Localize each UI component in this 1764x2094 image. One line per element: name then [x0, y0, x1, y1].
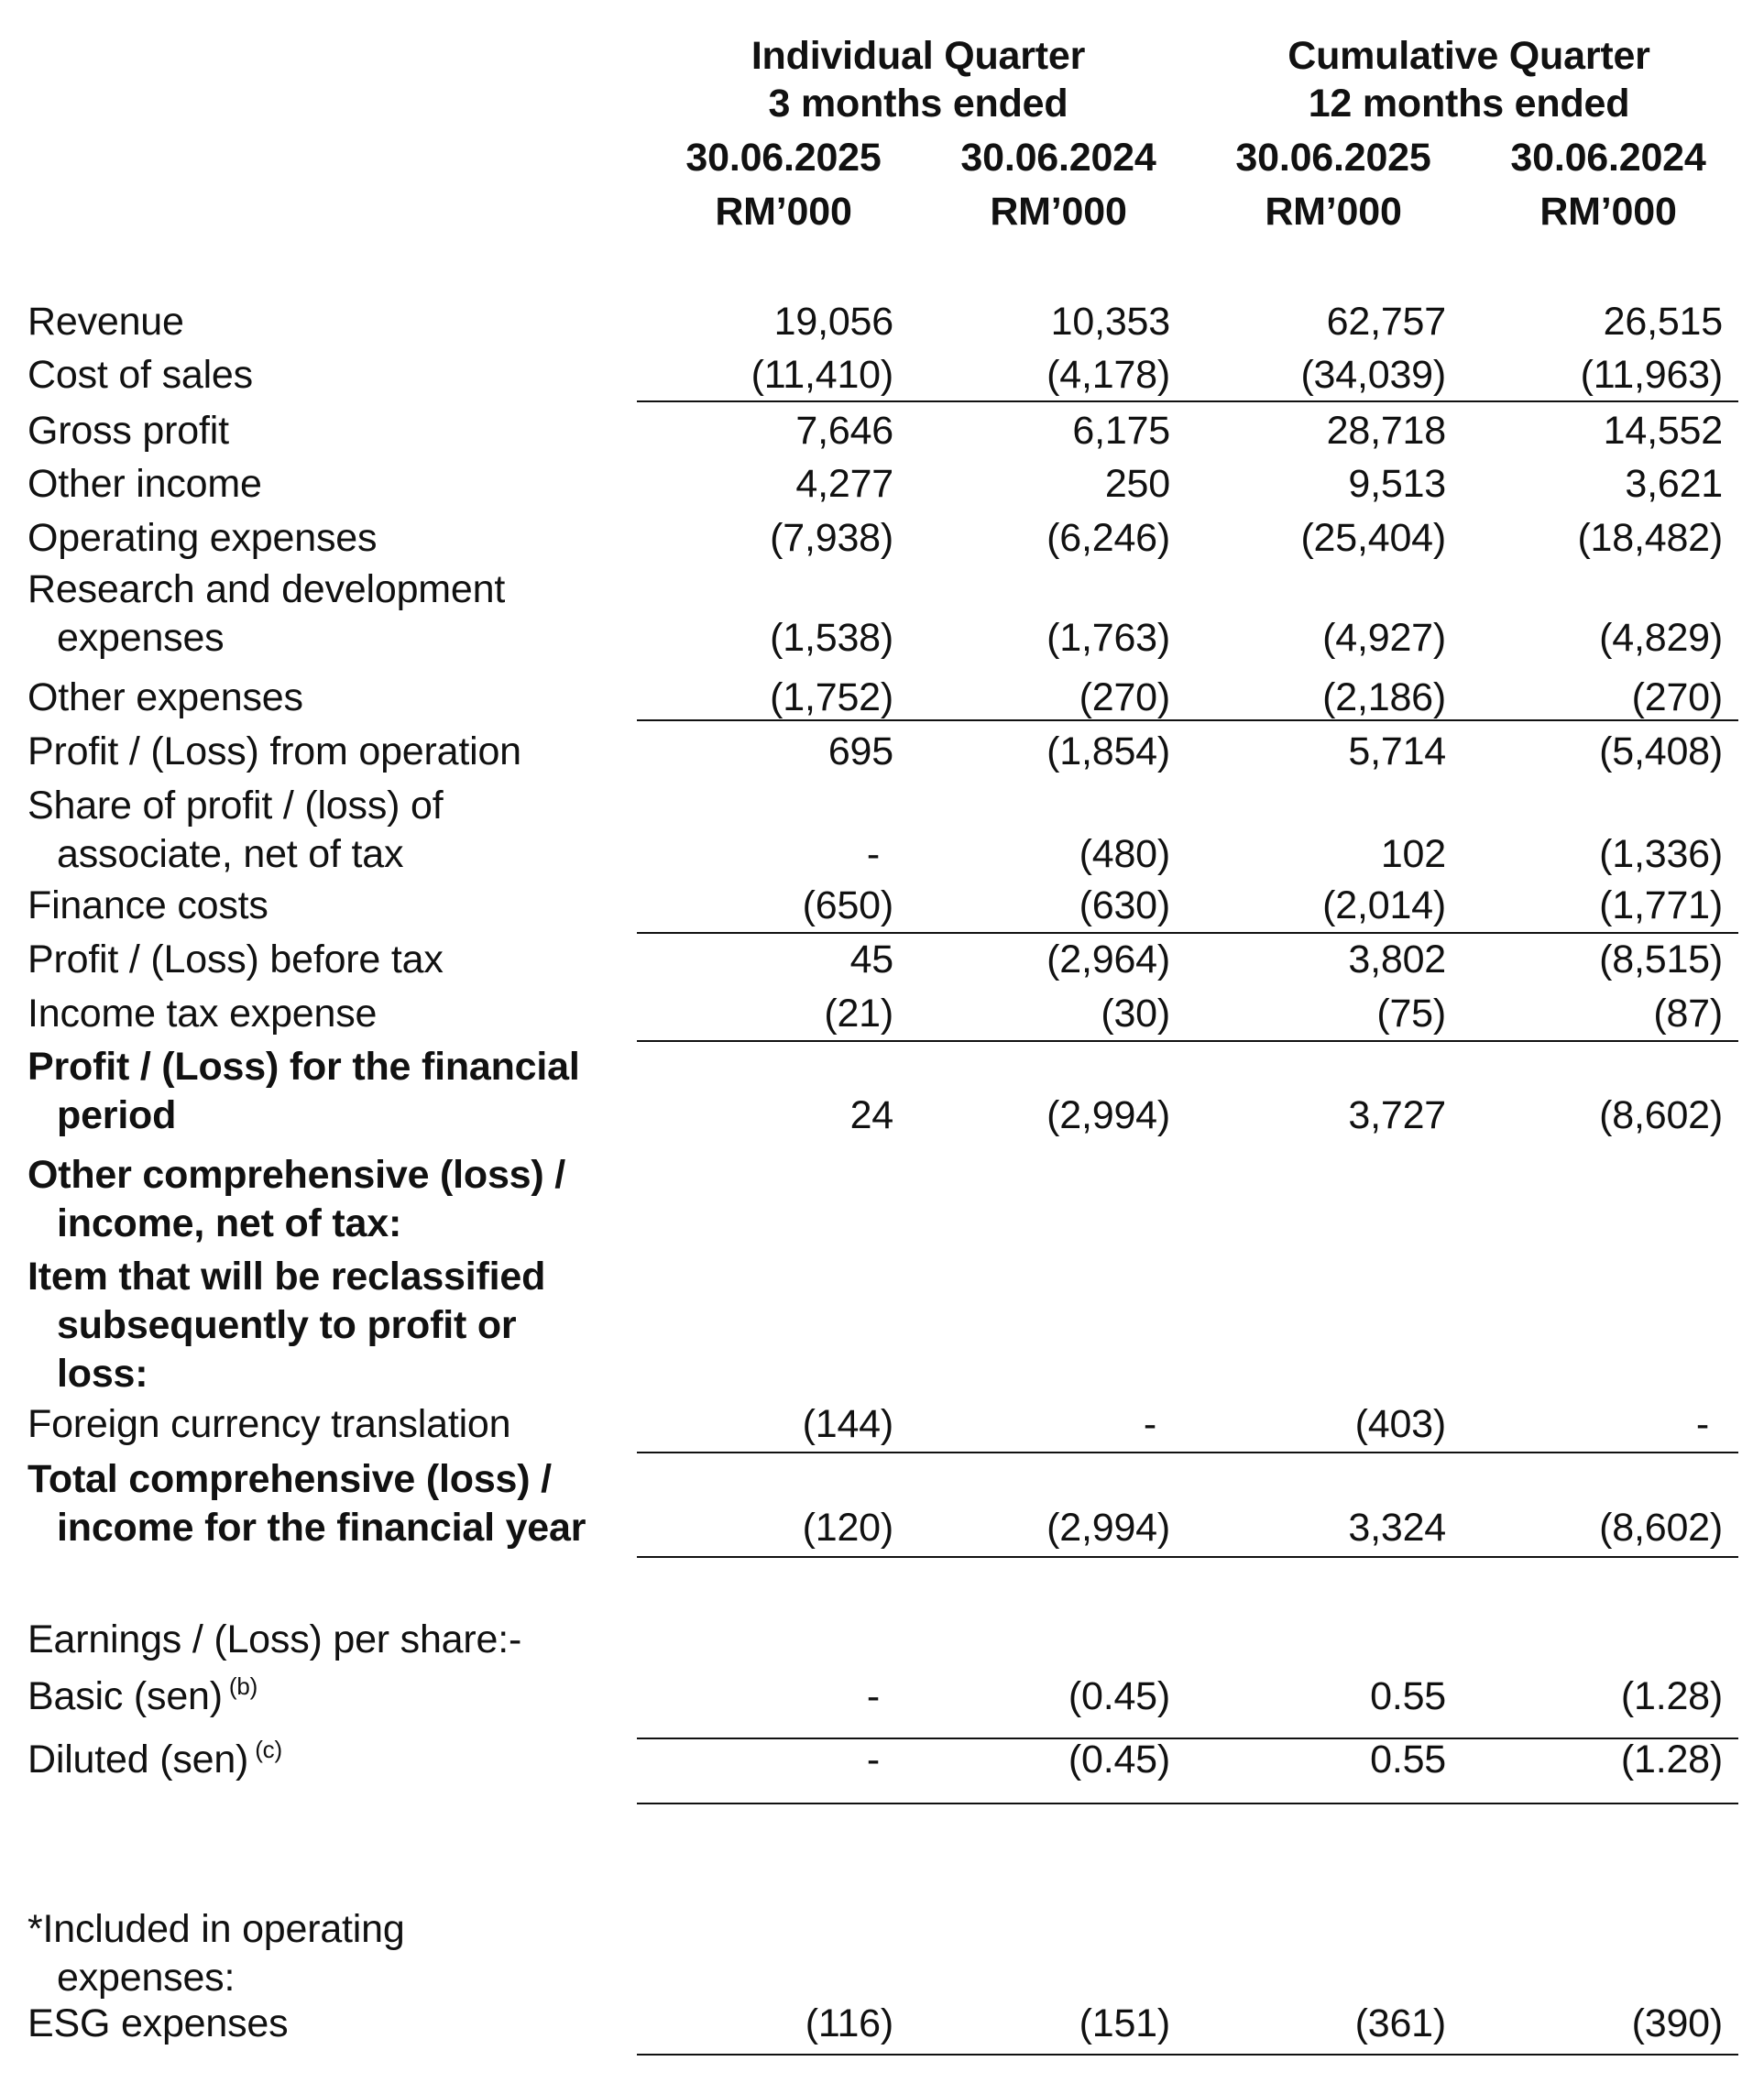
underline-rule: [637, 1452, 1738, 1453]
row-value: (8,515): [1599, 937, 1723, 981]
row-value: (5,408): [1599, 729, 1723, 773]
row-value: 695: [827, 729, 893, 773]
row-value: 0.55: [1370, 1738, 1446, 1782]
row-label: Other comprehensive (loss) /: [27, 1153, 566, 1197]
row-label: associate, net of tax: [57, 832, 404, 876]
row-value: 28,718: [1326, 409, 1446, 453]
row-value: (1.28): [1620, 1738, 1723, 1782]
row-value: (2,994): [1046, 1093, 1170, 1137]
underline-rule: [637, 1556, 1738, 1558]
row-value: (34,039): [1300, 353, 1446, 397]
row-value: (403): [1354, 1402, 1446, 1446]
underline-rule: [637, 1803, 1738, 1804]
row-value: 6,175: [1072, 409, 1170, 453]
row-label: Gross profit: [27, 409, 229, 453]
cumulative-period-heading: 12 months ended: [1308, 82, 1630, 126]
row-label: Profit / (Loss) for the financial: [27, 1045, 580, 1089]
row-label: Other income: [27, 462, 262, 506]
row-value: (1.28): [1620, 1674, 1723, 1718]
row-label: Diluted (sen) $^{(c)}$: [27, 1736, 282, 1782]
row-value: -: [866, 1738, 880, 1782]
row-value: (87): [1653, 992, 1723, 1036]
column-date-heading: 30.06.2025: [685, 136, 882, 180]
row-label: Profit / (Loss) from operation: [27, 729, 521, 773]
row-label: Total comprehensive (loss) /: [27, 1457, 552, 1501]
row-label: subsequently to profit or: [57, 1303, 517, 1347]
footnote-marker: (b): [222, 1672, 258, 1700]
column-date-heading: 30.06.2024: [960, 136, 1156, 180]
row-value: (1,752): [770, 675, 893, 719]
row-value: (270): [1079, 675, 1170, 719]
row-label: Cost of sales: [27, 353, 253, 397]
underline-rule: [637, 719, 1738, 721]
row-label: Research and development: [27, 567, 506, 611]
row-value: 3,324: [1348, 1506, 1446, 1550]
row-value: (0.45): [1068, 1674, 1170, 1718]
row-label: Item that will be reclassified: [27, 1255, 546, 1299]
row-value: (30): [1101, 992, 1170, 1036]
row-value: 4,277: [795, 462, 893, 506]
row-value: -: [866, 832, 880, 876]
row-value: (25,404): [1300, 516, 1446, 560]
row-value: 7,646: [795, 409, 893, 453]
individual-period-heading: 3 months ended: [768, 82, 1068, 126]
column-unit-heading: RM’000: [1539, 190, 1677, 234]
row-value: (4,829): [1599, 616, 1723, 660]
column-unit-heading: RM’000: [990, 190, 1127, 234]
footnote-marker: (c): [248, 1736, 282, 1763]
row-value: 3,621: [1625, 462, 1723, 506]
row-value: 250: [1104, 462, 1170, 506]
row-value: 62,757: [1326, 300, 1446, 344]
column-unit-heading: RM’000: [1265, 190, 1402, 234]
row-value: (1,854): [1046, 729, 1170, 773]
row-value: (480): [1079, 832, 1170, 876]
column-date-heading: 30.06.2025: [1235, 136, 1431, 180]
row-value: (1,771): [1599, 883, 1723, 927]
row-value: (2,186): [1322, 675, 1446, 719]
row-value: 9,513: [1348, 462, 1446, 506]
row-label: Earnings / (Loss) per share:-: [27, 1617, 522, 1661]
row-label: income, net of tax:: [57, 1201, 402, 1245]
row-label: Operating expenses: [27, 516, 378, 560]
row-value: 26,515: [1603, 300, 1723, 344]
row-value: 24: [849, 1093, 893, 1137]
row-value: 5,714: [1348, 729, 1446, 773]
row-value: (151): [1079, 2001, 1170, 2045]
row-value: (1,538): [770, 616, 893, 660]
row-value: (4,178): [1046, 353, 1170, 397]
row-label: loss:: [57, 1352, 148, 1396]
row-label: Profit / (Loss) before tax: [27, 937, 444, 981]
underline-rule: [637, 932, 1738, 934]
row-value: (630): [1079, 883, 1170, 927]
row-value: 3,727: [1348, 1093, 1446, 1137]
row-label: Finance costs: [27, 883, 268, 927]
column-date-heading: 30.06.2024: [1510, 136, 1706, 180]
row-value: (8,602): [1599, 1506, 1723, 1550]
row-label: Foreign currency translation: [27, 1402, 511, 1446]
row-value: 45: [849, 937, 893, 981]
row-value: -: [1143, 1402, 1156, 1446]
individual-quarter-heading: Individual Quarter: [751, 34, 1086, 78]
row-value: -: [1695, 1402, 1709, 1446]
row-label: Basic (sen) $^{(b)}$: [27, 1672, 258, 1718]
column-unit-heading: RM’000: [715, 190, 852, 234]
cumulative-quarter-heading: Cumulative Quarter: [1287, 34, 1650, 78]
row-value: (8,602): [1599, 1093, 1723, 1137]
row-label: Income tax expense: [27, 992, 378, 1036]
row-value: 14,552: [1603, 409, 1723, 453]
row-value: (0.45): [1068, 1738, 1170, 1782]
row-value: 10,353: [1050, 300, 1170, 344]
row-label: expenses: [57, 616, 225, 660]
row-value: (11,963): [1580, 353, 1723, 397]
row-label: ESG expenses: [27, 2001, 289, 2045]
row-label: Revenue: [27, 300, 184, 344]
row-value: (120): [802, 1506, 893, 1550]
row-value: (270): [1631, 675, 1723, 719]
row-value: (75): [1376, 992, 1446, 1036]
underline-rule: [637, 1040, 1738, 1042]
row-label: period: [57, 1093, 177, 1137]
row-value: (11,410): [751, 353, 893, 397]
row-value: (390): [1631, 2001, 1723, 2045]
row-label: expenses:: [57, 1956, 236, 2000]
row-value: (2,964): [1046, 937, 1170, 981]
underline-rule: [637, 2054, 1738, 2056]
row-value: (7,938): [770, 516, 893, 560]
row-value: (2,994): [1046, 1506, 1170, 1550]
row-label: Share of profit / (loss) of: [27, 784, 444, 828]
row-label: income for the financial year: [57, 1506, 586, 1550]
underline-rule: [637, 1738, 1738, 1739]
row-value: (21): [824, 992, 893, 1036]
row-value: -: [866, 1674, 880, 1718]
row-value: (144): [802, 1402, 893, 1446]
row-value: 3,802: [1348, 937, 1446, 981]
row-label: Other expenses: [27, 675, 303, 719]
row-value: (650): [802, 883, 893, 927]
row-value: (1,763): [1046, 616, 1170, 660]
row-label: *Included in operating: [27, 1907, 405, 1951]
row-value: (4,927): [1322, 616, 1446, 660]
row-value: (1,336): [1599, 832, 1723, 876]
row-value: 19,056: [773, 300, 893, 344]
row-value: (361): [1354, 2001, 1446, 2045]
row-value: (116): [805, 2001, 893, 2045]
row-value: (18,482): [1577, 516, 1723, 560]
row-value: 102: [1380, 832, 1446, 876]
underline-rule: [637, 400, 1738, 402]
row-value: 0.55: [1370, 1674, 1446, 1718]
row-value: (6,246): [1046, 516, 1170, 560]
row-value: (2,014): [1322, 883, 1446, 927]
